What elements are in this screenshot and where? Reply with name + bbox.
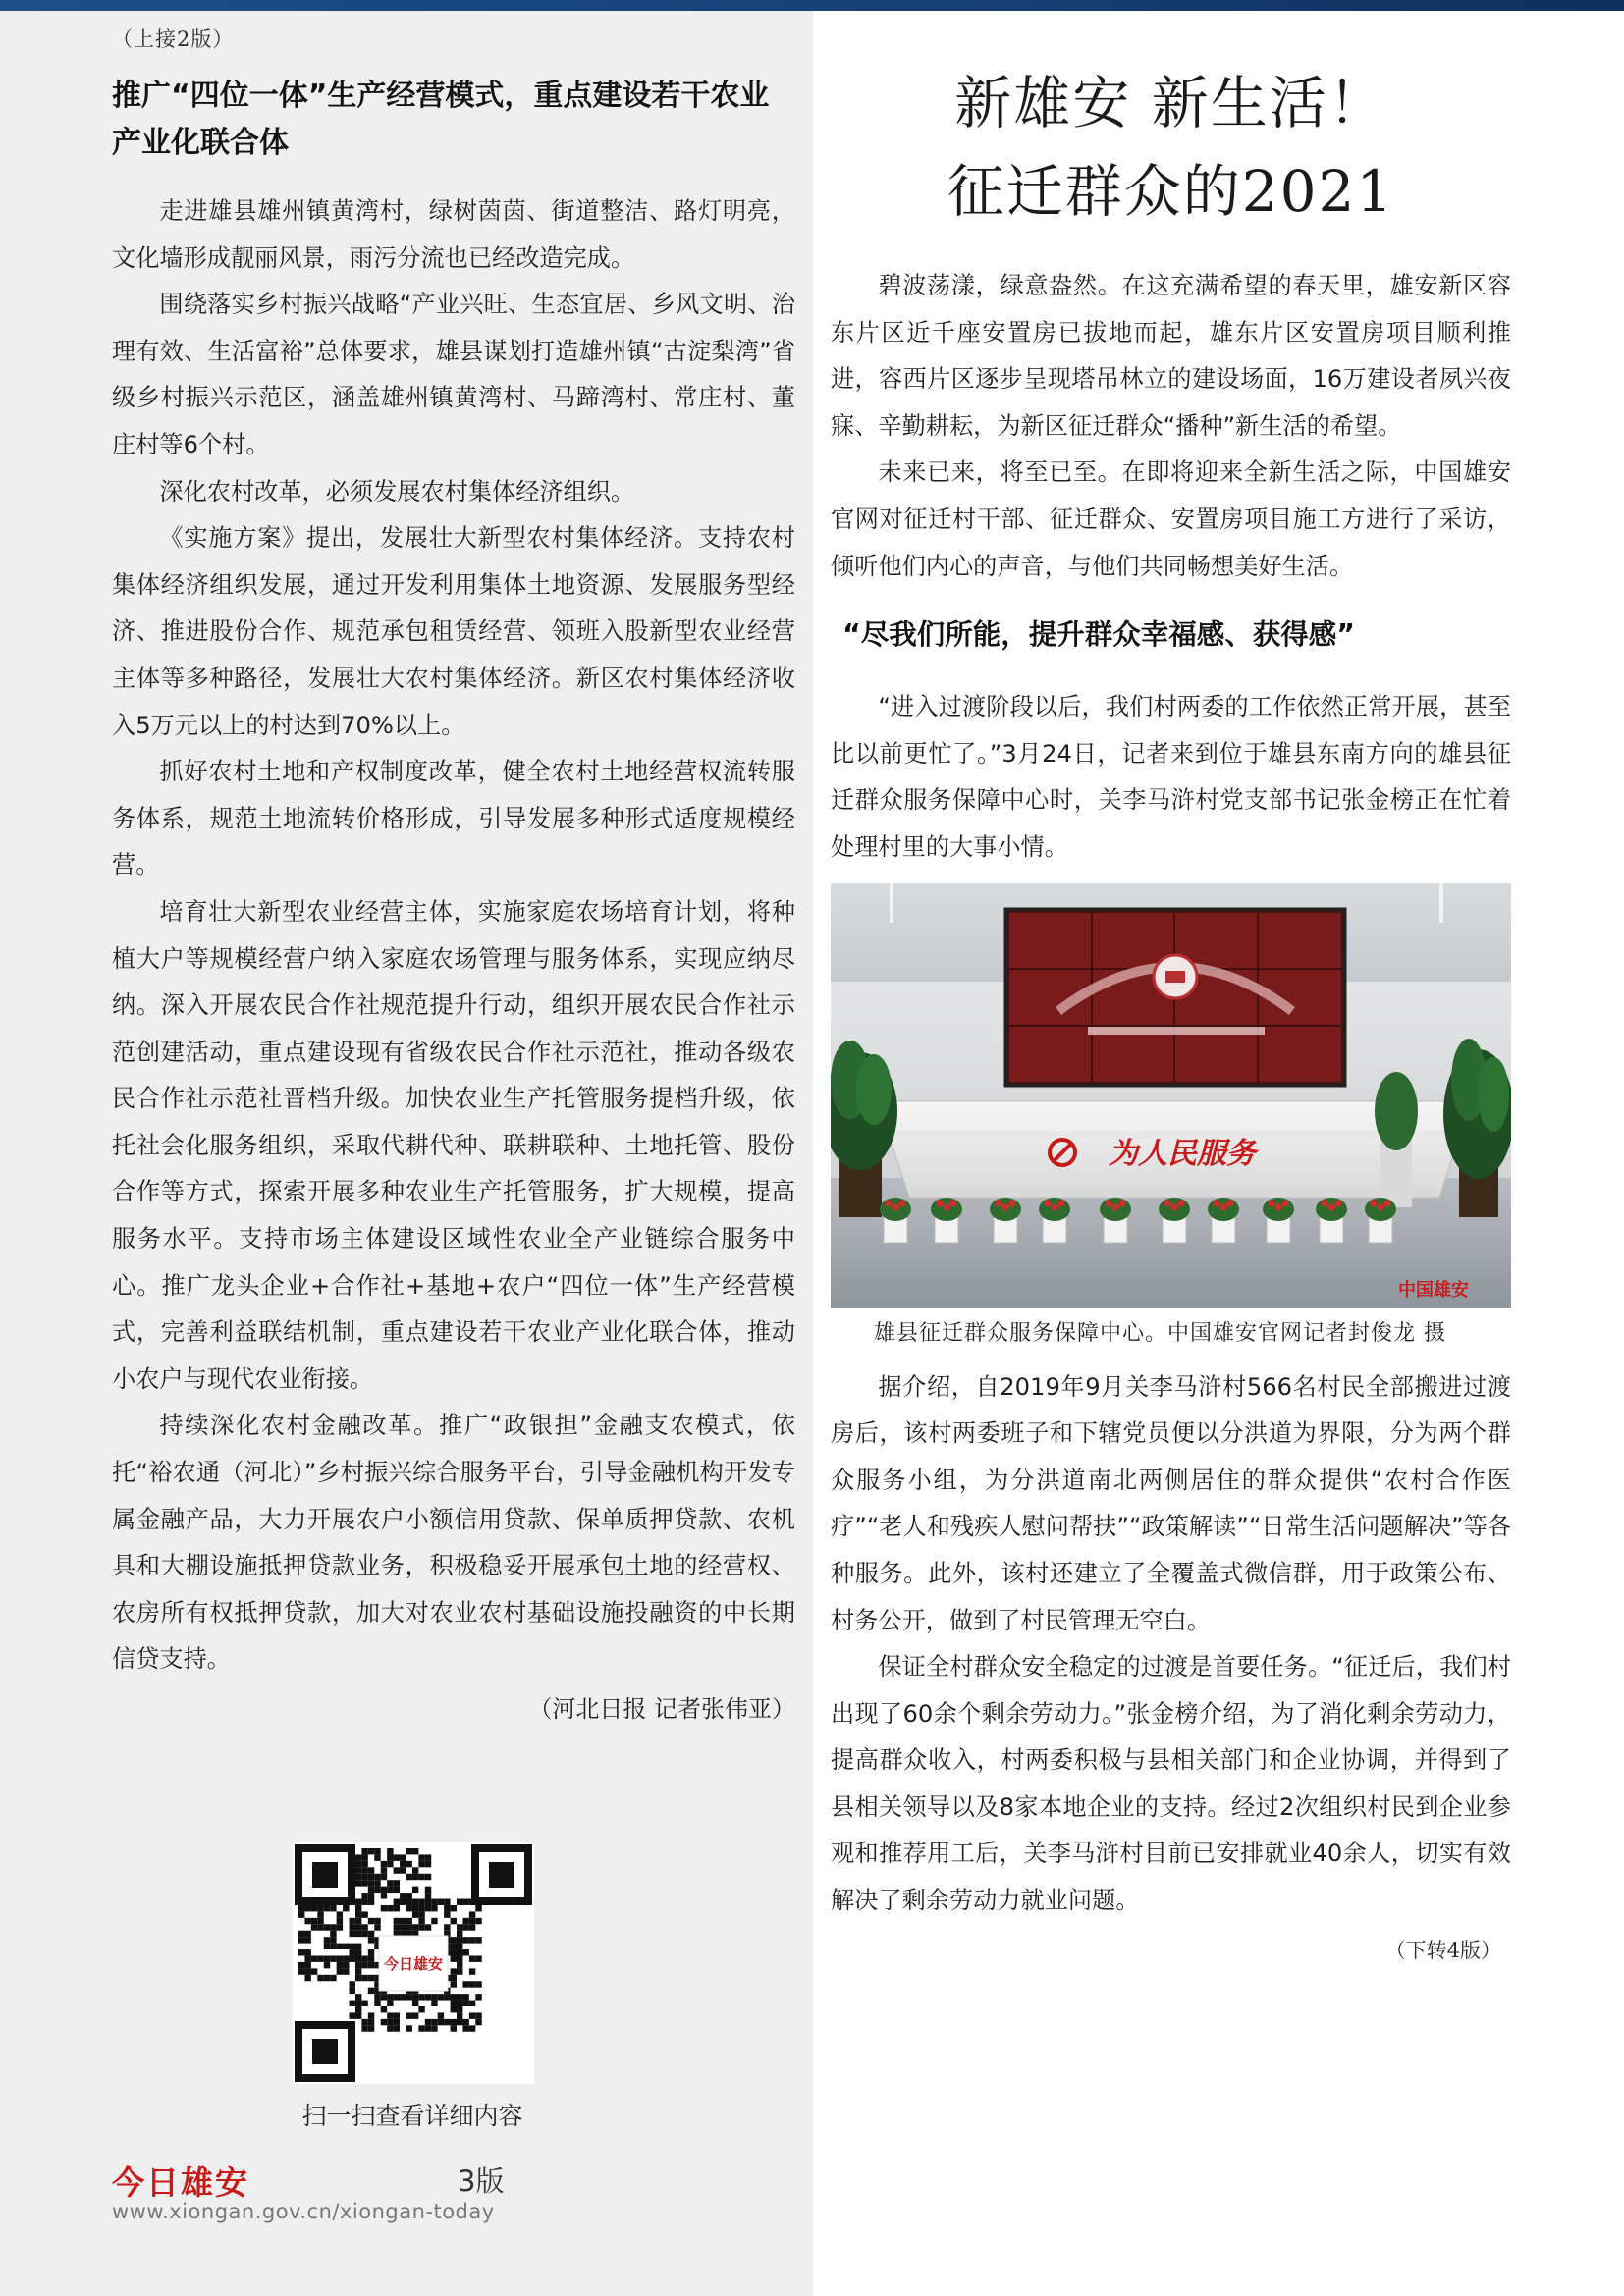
left-article: [112, 24, 795, 1733]
left-paragraph: 围绕落实乡村振兴战略“产业兴旺、生态宜居、乡风文明、治理有效、生活富裕”总体要求，雄县谋划打造雄州镇“古淀梨湾”省级乡村振兴示范区，涵盖雄州镇黄湾村、马蹄湾村、常庄村、董庄村等6个村。: [112, 291, 795, 458]
left-paragraph: 《实施方案》提出，发展壮大新型农村集体经济。支持农村集体经济组织发展，通过开发利用集体土地资源、发展服务型经济、推进股份合作、规范承包租赁经营、领班入股新型农业经营主体等多种路径，发展壮大农村集体经济。新区农村集体经济收入5万元以上的村达到70%以上。: [112, 524, 795, 739]
right-intro-paragraph: 未来已来，将至已至。在即将迎来全新生活之际，中国雄安官网对征迁村干部、征迁群众、安置房项目施工方进行了采访，倾听他们内心的声音，与他们共同畅想美好生活。: [831, 458, 1511, 580]
left-paragraph: 抓好农村土地和产权制度改革，健全农村土地经营权流转服务体系，规范土地流转价格形成，引导发展多种形式适度规模经营。: [112, 758, 795, 880]
left-paragraph: 持续深化农村金融改革。推广“政银担”金融支农模式，依托“裕农通（河北）”乡村振兴综合服务平台，引导金融机构开发专属金融产品，大力开展农户小额信用贷款、保单质押贷款、农机具和大棚设施抵押贷款业务，积极稳妥开展承包土地的经营权、农房所有权抵押贷款，加大对农业农村基础设施投融资的中长期信贷支持。: [112, 1412, 795, 1674]
right-article: [831, 59, 1511, 1964]
left-article-heading: 推广“四位一体”生产经营模式，重点建设若干农业产业化联合体: [112, 79, 770, 160]
right-intro-paragraph: 碧波荡漾，绿意盎然。在这充满希望的春天里，雄安新区容东片区近千座安置房已拔地而起，雄东片区安置房项目顺利推进，容西片区逐步呈现塔吊林立的建设场面，16万建设者夙兴夜寐、辛勤耕耘，为新区征迁群众“播种”新生活的希望。: [831, 272, 1511, 440]
left-paragraph: 培育壮大新型农业经营主体，实施家庭农场培育计划，将种植大户等规模经营户纳入家庭农场管理与服务体系，实现应纳尽纳。深入开展农民合作社规范提升行动，组织开展农民合作社示范创建活动，重点建设现有省级农民合作社示范社，推动各级农民合作社示范社晋档升级。加快农业生产托管服务提档升级，依托社会化服务组织，采取代耕代种、联耕联种、土地托管、股份合作等方式，探索开展多种农业生产托管服务，扩大规模，提高服务水平。支持市场主体建设区域性农业全产业链综合服务中心。推广龙头企业+合作社+基地+农户“四位一体”生产经营模式，完善利益联结机制，重点建设若干农业产业化联合体，推动小农户与现代农业衔接。: [112, 897, 795, 1393]
continued-from-note: （上接2版）: [112, 27, 235, 51]
left-paragraph: 走进雄县雄州镇黄湾村，绿树茵茵、街道整洁、路灯明亮，文化墙形成靓丽风景，雨污分流也已经改造完成。: [112, 197, 795, 272]
right-paragraph: “进入过渡阶段以后，我们村两委的工作依然正常开展，甚至比以前更忙了。”3月24日，记者来到位于雄县东南方向的雄县征迁群众服务保障中心时，关李马浒村党支部书记张金榜正在忙着处理村里的大事小情。: [831, 693, 1511, 861]
qr-center-logo: 今日雄安: [383, 1955, 444, 1973]
photo-banner-text: 为人民服务: [1109, 1136, 1256, 1171]
photo-caption: 雄县征迁群众服务保障中心。中国雄安官网记者封俊龙 摄: [874, 1320, 1446, 1346]
qr-label: 扫一扫查看详细内容: [301, 2102, 523, 2130]
qr-code[interactable]: [293, 1842, 534, 2084]
continued-to-note: （下转4版）: [1384, 1938, 1501, 1962]
footer-url[interactable]: www.xiongan.gov.cn/xiongan-today: [112, 2200, 495, 2223]
right-paragraph: 据介绍，自2019年9月关李马浒村566名村民全部搬进过渡房后，该村两委班子和下辖党员便以分洪道为界限，分为两个群众服务小组，为分洪道南北两侧居住的群众提供“农村合作医疗”“老人和残疾人慰问帮扶”“政策解读”“日常生活问题解决”等各种服务。此外，该村还建立了全覆盖式微信群，用于政策公布、村务公开，做到了村民管理无空白。: [831, 1372, 1511, 1634]
footer-page-number: 3版: [458, 2164, 505, 2198]
footer-logo: 今日雄安: [112, 2163, 249, 2202]
left-article-credit: （河北日报 记者张伟亚）: [528, 1695, 795, 1723]
top-color-bar: [0, 0, 1624, 11]
right-article-title-line1: 新雄安 新生活！: [954, 70, 1387, 136]
service-center-photo: [831, 883, 1511, 1308]
left-paragraph: 深化农村改革，必须发展农村集体经济组织。: [159, 477, 635, 506]
right-paragraph: 保证全村群众安全稳定的过渡是首要任务。“征迁后，我们村出现了60余个剩余劳动力。”张金榜介绍，为了消化剩余劳动力，提高群众收入，村两委积极与县相关部门和企业协调，并得到了县相关领导以及8家本地企业的支持。经过2次组织村民到企业参观和推荐用工后，关李马浒村目前已安排就业40余人，切实有效解决了剩余劳动力就业问题。: [831, 1653, 1511, 1915]
right-article-title-line2: 征迁群众的2021: [947, 158, 1395, 225]
right-subheading: “尽我们所能，提升群众幸福感、获得感”: [842, 618, 1355, 652]
photo-watermark: 中国雄安: [1398, 1279, 1469, 1301]
